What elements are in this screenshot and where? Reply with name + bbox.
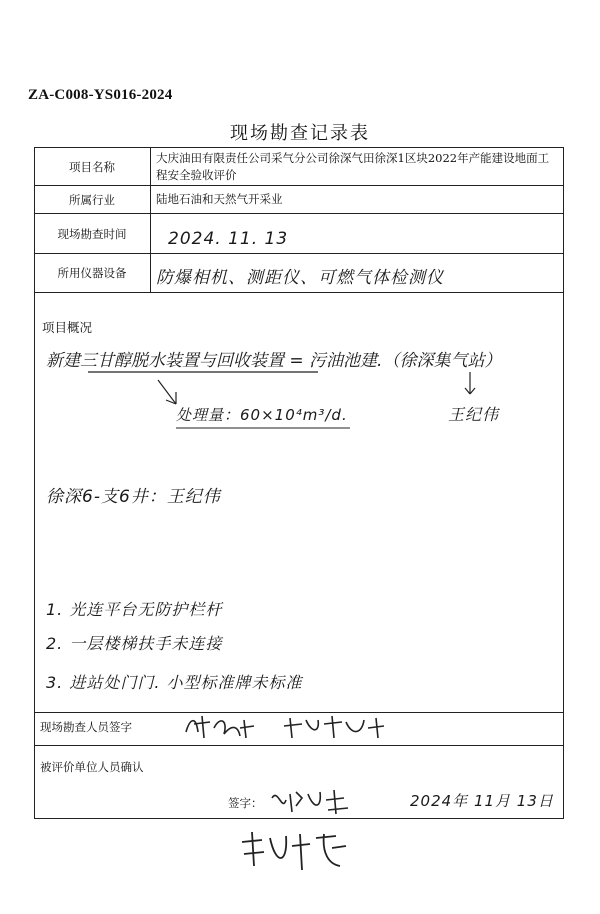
table-row-divider xyxy=(34,185,564,186)
flow-note: 处理量：60×10⁴m³/d. xyxy=(176,406,348,424)
table-column-divider xyxy=(150,147,151,292)
industry-label: 所属行业 xyxy=(69,193,115,207)
instruments-value: 防爆相机、测距仪、可燃气体检测仪 xyxy=(156,268,444,288)
staff-signature-image xyxy=(180,710,400,744)
industry-value: 陆地石油和天然气开采业 xyxy=(156,192,283,206)
table-row-divider xyxy=(34,745,564,746)
project-name-label: 项目名称 xyxy=(69,160,115,174)
overview-label: 项目概况 xyxy=(42,320,93,335)
issue-item-1: 1. 光连平台无防护栏杆 xyxy=(46,600,223,619)
overview-line-2: 徐深6-支6井：王纪伟 xyxy=(46,487,221,507)
issue-item-2: 2. 一层楼梯扶手未连接 xyxy=(46,634,223,653)
document-number: ZA-C008-YS016-2024 xyxy=(28,87,173,103)
table-row-divider xyxy=(34,253,564,254)
instruments-label: 所用仪器设备 xyxy=(57,266,127,280)
confirm-signature-image xyxy=(268,784,378,818)
table-row-divider xyxy=(34,213,564,214)
project-name-value: 大庆油田有限责任公司采气分公司徐深气田徐深1区块2022年产能建设地面工程安全验收评价 xyxy=(156,151,550,182)
table-row-divider xyxy=(34,292,564,293)
issue-item-3: 3. 进站处门门. 小型标准牌未标准 xyxy=(46,673,303,692)
sign-label: 签字： xyxy=(228,796,263,810)
confirm-date: 2024年 11月 13日 xyxy=(410,792,554,810)
survey-time-value: 2024. 11. 13 xyxy=(168,229,289,249)
page-title: 现场勘查记录表 xyxy=(230,123,370,144)
survey-staff-label: 现场勘查人员签字 xyxy=(40,720,132,734)
worker-name: 王纪伟 xyxy=(448,405,500,424)
confirm-label: 被评价单位人员确认 xyxy=(40,760,144,774)
survey-time-label: 现场勘查时间 xyxy=(57,227,127,241)
overview-line-1: 新建三甘醇脱水装置与回收装置 = 污油池建.（徐深集气站） xyxy=(46,351,502,371)
bottom-signature-image xyxy=(236,826,356,876)
